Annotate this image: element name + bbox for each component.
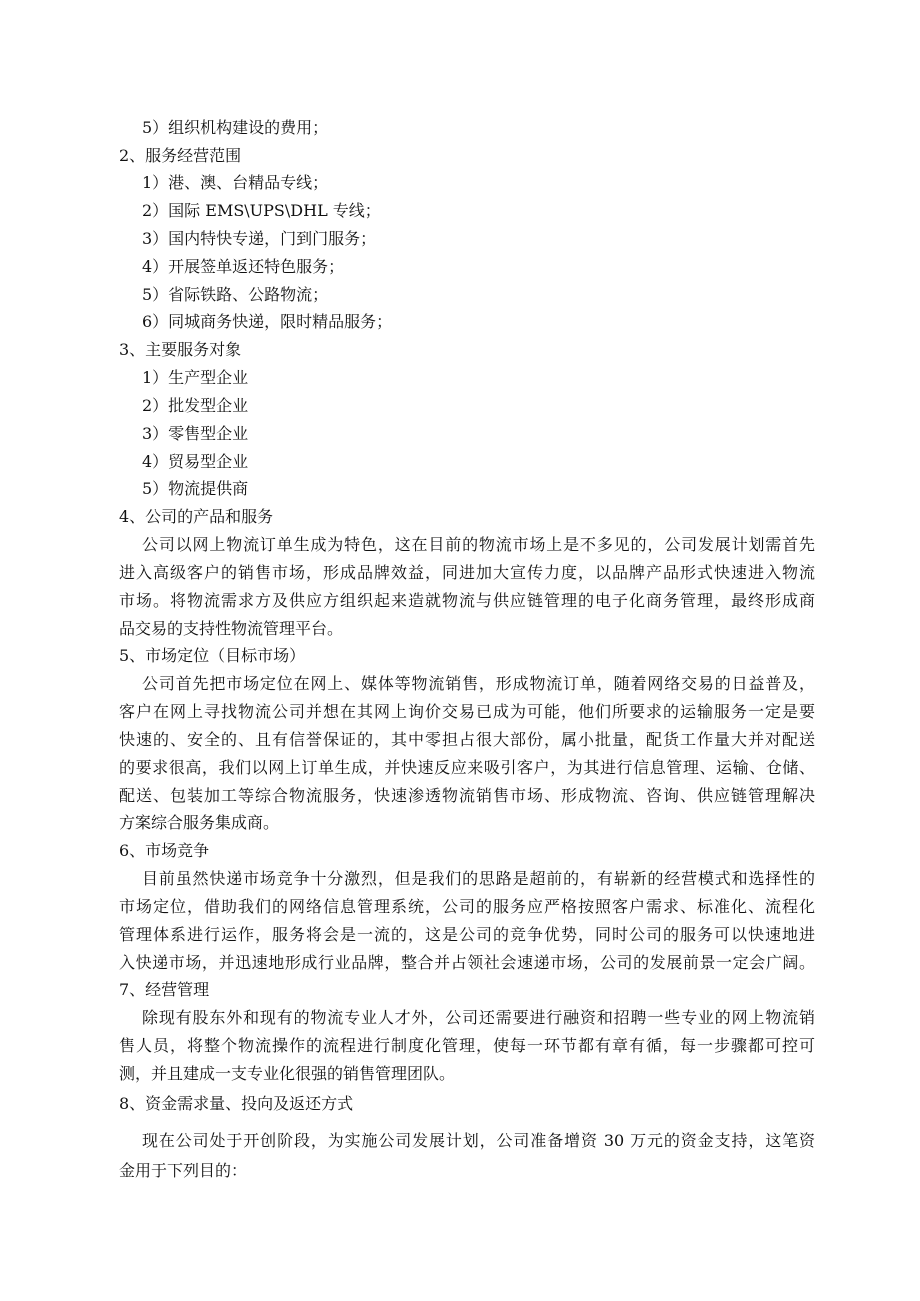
list-item: 2）国际 EMS\UPS\DHL 专线； — [142, 201, 381, 220]
paragraph-line: 方案综合服务集成商。 — [119, 813, 280, 832]
paragraph-line: 金用于下列目的： — [119, 1161, 248, 1180]
paragraph-line: 目前虽然快递市场竞争十分激烈，但是我们的思路是超前的，有崭新的经营模式和选择性的 — [142, 869, 815, 888]
paragraph-line: 市场定位，借助我们的网络信息管理系统，公司的服务应严格按照客户需求、标准化、流程化 — [119, 897, 815, 916]
section-heading: 2、服务经营范围 — [119, 146, 242, 165]
paragraph-line: 公司以网上物流订单生成为特色，这在目前的物流市场上是不多见的，公司发展计划需首先 — [142, 535, 815, 554]
list-item: 1）生产型企业 — [142, 368, 249, 387]
paragraph-line: 快速的、安全的、且有信誉保证的，其中零担占很大部份，属小批量，配货工作量大并对配送 — [119, 730, 815, 749]
paragraph-line: 的要求很高，我们以网上订单生成，并快速反应来吸引客户，为其进行信息管理、运输、仓储、 — [119, 758, 815, 777]
section-heading: 5、市场定位（目标市场） — [119, 646, 306, 665]
paragraph-line: 进入高级客户的销售市场，形成品牌效益，同进加大宣传力度，以品牌产品形式快速进入物流 — [119, 563, 815, 582]
list-item: 5）省际铁路、公路物流； — [142, 285, 329, 304]
paragraph-line: 现在公司处于开创阶段，为实施公司发展计划，公司准备增资 30 万元的资金支持，这笔资 — [142, 1131, 815, 1150]
list-item: 5）物流提供商 — [142, 479, 249, 498]
paragraph-line: 市场。将物流需求方及供应方组织起来造就物流与供应链管理的电子化商务管理，最终形成商 — [119, 591, 815, 610]
list-item: 4）贸易型企业 — [142, 452, 249, 471]
paragraph-line: 品交易的支持性物流管理平台。 — [119, 619, 344, 638]
section-heading: 6、市场竞争 — [119, 841, 210, 860]
list-item: 3）国内特快专递，门到门服务； — [142, 229, 377, 248]
paragraph-line: 管理体系进行运作，服务将会是一流的，这是公司的竞争优势，同时公司的服务可以快速地进 — [119, 925, 815, 944]
paragraph-line: 公司首先把市场定位在网上、媒体等物流销售，形成物流订单，随着网络交易的日益普及， — [142, 674, 815, 693]
paragraph-line: 入快递市场，并迅速地形成行业品牌，整合并占领社会速递市场，公司的发展前景一定会广阔。 — [119, 953, 815, 972]
list-item: 4）开展签单返还特色服务； — [142, 257, 345, 276]
paragraph-line: 除现有股东外和现有的物流专业人才外，公司还需要进行融资和招聘一些专业的网上物流销 — [142, 1008, 815, 1027]
paragraph-line: 售人员，将整个物流操作的流程进行制度化管理，使每一环节都有章有循，每一步骤都可控可 — [119, 1036, 815, 1055]
list-item: 6）同城商务快递，限时精品服务； — [142, 312, 393, 331]
paragraph-line: 配送、包装加工等综合物流服务，快速渗透物流销售市场、形成物流、咨询、供应链管理解决 — [119, 786, 815, 805]
section-heading: 8、资金需求量、投向及返还方式 — [119, 1094, 354, 1113]
list-item: 1）港、澳、台精品专线； — [142, 173, 329, 192]
section-heading: 7、经营管理 — [119, 980, 210, 999]
list-item: 2）批发型企业 — [142, 396, 249, 415]
paragraph-line: 测，并且建成一支专业化很强的销售管理团队。 — [119, 1064, 456, 1083]
list-item: 5）组织机构建设的费用； — [142, 118, 329, 137]
section-heading: 4、公司的产品和服务 — [119, 507, 274, 526]
section-heading: 3、主要服务对象 — [119, 340, 242, 359]
paragraph-line: 客户在网上寻找物流公司并想在其网上询价交易已成为可能，他们所要求的运输服务一定是要 — [119, 702, 815, 721]
list-item: 3）零售型企业 — [142, 424, 249, 443]
